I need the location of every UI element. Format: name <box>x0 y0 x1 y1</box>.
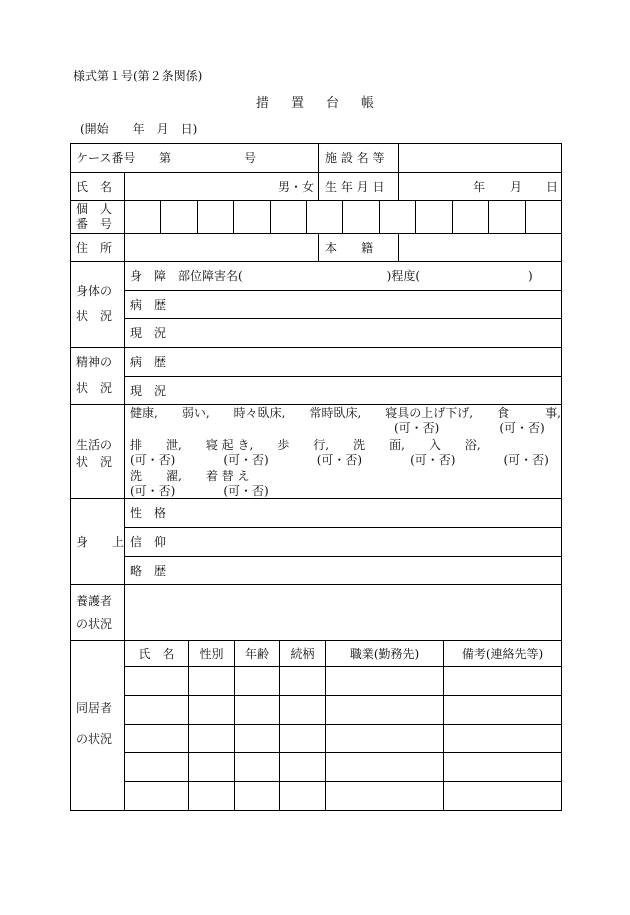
disability-row: 身 障 部位障害名( )程度( ) <box>130 269 533 283</box>
body-condition-label-bottom: 状 況 <box>76 308 113 323</box>
life-condition-label-top: 生活の <box>76 437 113 452</box>
column-header-name: 氏 名 <box>138 646 175 661</box>
mental-condition-label-bottom: 状 況 <box>76 380 113 395</box>
facility-name-label: 施 設 名 等 <box>325 151 385 165</box>
case-number-label: ケース番号 <box>76 151 136 165</box>
cohabitants-label-top: 同居者 <box>76 700 113 715</box>
form-title: 措置台帳 <box>255 96 396 111</box>
personal-number-label-top: 個 人 <box>76 202 113 216</box>
belief-label: 信 仰 <box>130 535 167 549</box>
body-current-label: 現 況 <box>130 326 167 340</box>
life-line-3-sub: (可・否) (可・否) <box>130 483 269 498</box>
column-header-relation: 続柄 <box>290 646 315 661</box>
personal-label: 身 上 <box>76 535 125 549</box>
character-label: 性 格 <box>130 506 167 520</box>
life-line-2: 排 泄, 寝 起 き, 歩 行, 洗 面, 入 浴, <box>130 438 481 452</box>
life-line-1: 健康, 弱い, 時々臥床, 常時臥床, 寝具の上げ下げ, 食 事, <box>130 406 561 420</box>
case-number-prefix: 第 <box>159 151 172 165</box>
mental-history-label: 病 歴 <box>130 355 167 369</box>
address-label: 住 所 <box>76 240 113 255</box>
body-history-label: 病 歴 <box>130 297 167 312</box>
life-line-1-sub: (可・否) (可・否) <box>394 420 545 435</box>
start-date: (開始 年 月 日) <box>80 122 198 136</box>
personal-number-label-bottom: 番 号 <box>76 217 113 231</box>
guardian-label-top: 養護者 <box>76 593 113 608</box>
column-header-age: 年齢 <box>244 646 269 661</box>
column-header-occupation: 職業(勤務先) <box>349 646 420 661</box>
life-line-3: 洗 濯, 着 替 え <box>130 469 250 483</box>
mental-condition-label-top: 精神の <box>76 354 113 369</box>
case-number-suffix: 号 <box>244 151 257 165</box>
body-condition-label-top: 身体の <box>76 283 113 298</box>
mental-current-label: 現 況 <box>130 383 167 398</box>
birthdate-year: 年 <box>473 179 486 194</box>
cohabitants-label-bottom: の状況 <box>76 731 113 746</box>
name-label: 氏 名 <box>76 179 113 194</box>
gender-options: 男・女 <box>278 179 315 194</box>
life-line-2-sub: (可・否) (可・否) (可・否) (可・否) (可・否) <box>130 452 549 467</box>
column-header-gender: 性別 <box>199 646 224 661</box>
life-condition-label-bottom: 状 況 <box>76 454 113 469</box>
domicile-label: 本 籍 <box>325 240 374 255</box>
birthdate-day: 日 <box>546 179 559 194</box>
form-number: 様式第１号(第２条関係) <box>73 69 203 83</box>
column-header-remarks: 備考(連絡先等) <box>461 646 544 661</box>
birthdate-label: 生 年 月 日 <box>325 179 385 194</box>
biography-label: 略 歴 <box>130 563 167 578</box>
birthdate-month: 月 <box>510 179 523 194</box>
guardian-label-bottom: の状況 <box>76 616 113 631</box>
